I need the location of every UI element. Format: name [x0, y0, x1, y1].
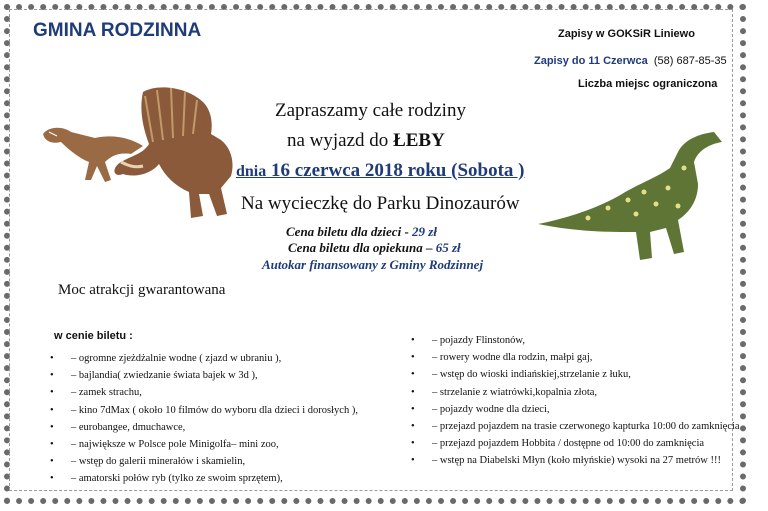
- invitation-line-3: Na wycieczkę do Parku Dinozaurów: [241, 193, 520, 214]
- brand-title: GMINA RODZINNA: [33, 20, 202, 41]
- list-item: • – zamek strachu,: [50, 386, 390, 399]
- attractions-title: Moc atrakcji gwarantowana: [58, 282, 226, 298]
- list-item: • – amatorski połów ryb (tylko ze swoim sprzętem),: [50, 472, 390, 485]
- list-item: • – bajlandia( zwiedzanie świata bajek w 3d ),: [50, 369, 390, 382]
- price-child-label: Cena biletu dla dzieci -: [286, 224, 413, 239]
- list-item: • – wstęp do wioski indiańskiej,strzelanie z łuku,: [411, 368, 741, 381]
- bus-info: Autokar finansowany z Gminy Rodzinnej: [262, 257, 484, 272]
- destination: ŁEBY: [393, 130, 445, 151]
- registration-info: Zapisy w GOKSiR Liniewo: [558, 28, 695, 40]
- list-item: • – rowery wodne dla rodzin, małpi gaj,: [411, 351, 741, 364]
- attractions-list-left: [50, 352, 390, 490]
- invitation-line-2: [287, 130, 445, 152]
- parasaurolophus-icon: [538, 132, 722, 260]
- list-item: • – pojazdy Flinstonów,: [411, 334, 741, 347]
- list-item: • – przejazd pojazdem Hobbita / dostępne od 10:00 do zamknięcia: [411, 437, 741, 450]
- deadline-text: Zapisy do 11 Czerwca: [534, 55, 648, 67]
- invitation-line-2-text: na wyjazd do: [287, 130, 394, 151]
- list-item: • – wstęp do galerii minerałów i skamielin,: [50, 455, 390, 468]
- invitation-line-1: Zapraszamy całe rodziny: [275, 100, 466, 121]
- limited-places: Liczba miejsc ograniczona: [578, 78, 718, 90]
- attractions-list-right: [411, 334, 741, 472]
- dinosaur-brown-illustration: [35, 82, 245, 232]
- date-prefix: dnia: [236, 163, 267, 180]
- included-title: w cenie biletu :: [54, 330, 133, 342]
- list-item: • – strzelanie z wiatrówki,kopalnia złota,: [411, 386, 741, 399]
- list-item: • – największe w Polsce pole Minigolfa– mini zoo,: [50, 438, 390, 451]
- list-item: • – wstęp na Diabelski Młyn (koło młyńskie) wysoki na 27 metrów !!!: [411, 454, 741, 467]
- list-item: • – eurobangee, dmuchawce,: [50, 421, 390, 434]
- price-child-value: 29 zł: [412, 224, 437, 239]
- phone-number: (58) 687-85-35: [653, 55, 727, 67]
- price-child: [286, 224, 437, 240]
- price-guardian-value: 65 zł: [435, 240, 461, 255]
- price-guardian: [288, 240, 461, 256]
- date-value: 16 czerwca 2018 roku (Sobota ): [266, 160, 525, 181]
- list-item: • – ogromne zjeżdżalnie wodne ( zjazd w ubraniu ),: [50, 352, 390, 365]
- list-item: • – przejazd pojazdem na trasie czerwonego kapturka 10:00 do zamknięcia: [411, 420, 741, 433]
- registration-deadline: [534, 55, 727, 67]
- price-guardian-label: Cena biletu dla opiekuna –: [288, 240, 436, 255]
- dinosaur-green-illustration: [538, 128, 738, 268]
- list-item: • – pojazdy wodne dla dzieci,: [411, 403, 741, 416]
- trip-date: [236, 160, 524, 182]
- list-item: • – kino 7dMax ( około 10 filmów do wyboru dla dzieci i dorosłych ),: [50, 404, 390, 417]
